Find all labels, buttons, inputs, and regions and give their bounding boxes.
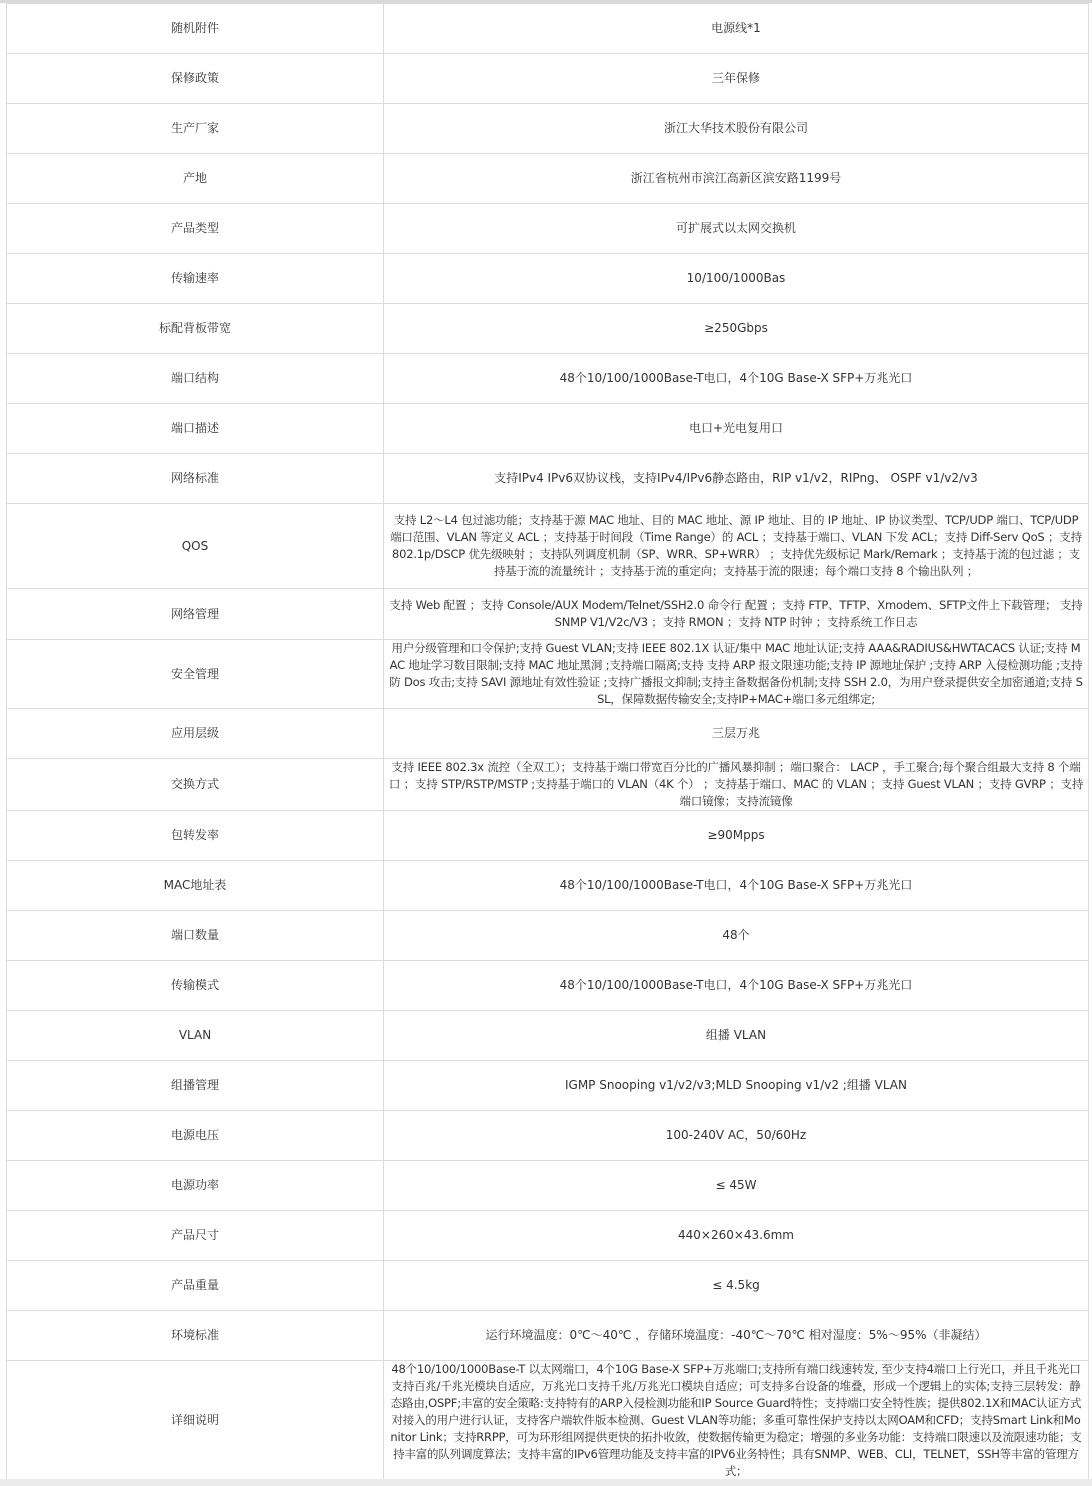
table-row <box>7 1011 1089 1061</box>
table-row <box>7 1311 1089 1361</box>
row-label: VLAN <box>7 1011 384 1061</box>
table-row <box>7 154 1089 204</box>
row-value: ≥90Mpps <box>384 811 1089 861</box>
row-label: 传输速率 <box>7 254 384 304</box>
row-label: MAC地址表 <box>7 861 384 911</box>
row-value: 运行环境温度：0℃～40℃ ，存储环境温度：-40℃～70℃ 相对湿度：5%～95%（非凝结） <box>384 1311 1089 1361</box>
row-value: 支持 Web 配置 ；支持 Console/AUX Modem/Telnet/SSH2.0 命令行 配置 ；支持 FTP、TFTP、Xmodem、SFTP文件上下载管理； 支持 SNMP V1/V2c/V3 ；支持 RMON ；支持 NTP 时钟 ；支持系统工作日志 <box>384 589 1089 640</box>
row-value: 100-240V AC，50/60Hz <box>384 1111 1089 1161</box>
row-label: 组播管理 <box>7 1061 384 1111</box>
row-value: 48个10/100/1000Base-T电口，4个10G Base-X SFP+万兆光口 <box>384 861 1089 911</box>
row-value: 浙江大华技术股份有限公司 <box>384 104 1089 154</box>
row-label: 安全管理 <box>7 640 384 709</box>
row-value: ≤ 45W <box>384 1161 1089 1211</box>
table-row <box>7 54 1089 104</box>
row-label: 环境标准 <box>7 1311 384 1361</box>
table-row <box>7 961 1089 1011</box>
table-row <box>7 1061 1089 1111</box>
row-value: 支持 L2～L4 包过滤功能；支持基于源 MAC 地址、目的 MAC 地址、源 IP 地址、目的 IP 地址、IP 协议类型、TCP/UDP 端口、TCP/UDP 端口范围、VLAN 等定义 ACL ；支持基于时间段（Time Range）的 ACL ；支持基于端口、VLAN 下发 ACL；支持 Diff-Serv QoS ；支持 802.1p/DSCP 优先级映射 ；支持队列调度机制（SP、WRR、SP+WRR） ；支持优先级标记 Mark/Remark ；支持基于流的包过滤 ；支持基于流的流量统计 ；支持基于流的重定向；支持基于流的限速；每个端口支持 8 个输出队列 ； <box>384 504 1089 589</box>
table-row <box>7 759 1089 811</box>
row-label: 端口结构 <box>7 354 384 404</box>
table-row <box>7 1111 1089 1161</box>
row-label: 产品尺寸 <box>7 1211 384 1261</box>
row-label: 生产厂家 <box>7 104 384 154</box>
row-value: 用户分级管理和口令保护;支持 Guest VLAN;支持 IEEE 802.1X 认证/集中 MAC 地址认证;支持 AAA&RADIUS&HWTACACS 认证;支持 MAC 地址学习数目限制;支持 MAC 地址黑洞 ;支持端口隔离;支持 支持 ARP 报文限速功能;支持 IP 源地址保护 ;支持 ARP 入侵检测功能 ;支持防 Dos 攻击;支持 SAVI 源地址有效性验证 ;支持广播报文抑制;支持主备数据备份机制;支持 SSH 2.0，为用户登录提供安全加密通道;支持 SSL，保障数据传输安全;支持IP+MAC+端口多元组绑定; <box>384 640 1089 709</box>
bottom-divider <box>0 1479 1092 1486</box>
row-label: 应用层级 <box>7 709 384 759</box>
row-label: QOS <box>7 504 384 589</box>
table-row <box>7 911 1089 961</box>
row-value: 48个 <box>384 911 1089 961</box>
row-label: 端口数量 <box>7 911 384 961</box>
row-value: 三层万兆 <box>384 709 1089 759</box>
row-value: 支持 IEEE 802.3x 流控（全双工）；支持基于端口带宽百分比的广播风暴抑制 ；端口聚合： LACP ，手工聚合;每个聚合组最大支持 8 个端口 ；支持 STP/RSTP/MSTP ;支持基于端口的 VLAN（4K 个） ；支持基于端口、MAC 的 VLAN ；支持 Guest VLAN ；支持 GVRP ；支持端口镜像；支持流镜像 <box>384 759 1089 811</box>
row-label: 包转发率 <box>7 811 384 861</box>
row-value: ≤ 4.5kg <box>384 1261 1089 1311</box>
row-value: 浙江省杭州市滨江高新区滨安路1199号 <box>384 154 1089 204</box>
row-label: 网络管理 <box>7 589 384 640</box>
table-row <box>7 1361 1089 1481</box>
row-value: 10/100/1000Bas <box>384 254 1089 304</box>
row-label: 产品重量 <box>7 1261 384 1311</box>
table-row <box>7 640 1089 709</box>
row-label: 产地 <box>7 154 384 204</box>
row-value: 可扩展式以太网交换机 <box>384 204 1089 254</box>
row-label: 随机附件 <box>7 4 384 54</box>
row-value: 电口+光电复用口 <box>384 404 1089 454</box>
row-value: 电源线*1 <box>384 4 1089 54</box>
table-row <box>7 454 1089 504</box>
table-row <box>7 1161 1089 1211</box>
row-label: 标配背板带宽 <box>7 304 384 354</box>
row-label: 保修政策 <box>7 54 384 104</box>
spec-table <box>6 3 1089 1481</box>
row-label: 详细说明 <box>7 1361 384 1481</box>
table-row <box>7 811 1089 861</box>
table-row <box>7 304 1089 354</box>
table-row <box>7 1211 1089 1261</box>
table-row <box>7 589 1089 640</box>
row-value: 48个10/100/1000Base-T电口，4个10G Base-X SFP+万兆光口 <box>384 961 1089 1011</box>
row-label: 产品类型 <box>7 204 384 254</box>
table-row <box>7 354 1089 404</box>
table-row <box>7 1261 1089 1311</box>
row-value: 支持IPv4 IPv6双协议栈，支持IPv4/IPv6静态路由，RIP v1/v2，RIPng、 OSPF v1/v2/v3 <box>384 454 1089 504</box>
row-value: 440×260×43.6mm <box>384 1211 1089 1261</box>
row-value: 48个10/100/1000Base-T电口，4个10G Base-X SFP+万兆光口 <box>384 354 1089 404</box>
table-row <box>7 861 1089 911</box>
row-value: ≥250Gbps <box>384 304 1089 354</box>
table-row <box>7 709 1089 759</box>
row-value: 48个10/100/1000Base-T 以太网端口，4个10G Base-X SFP+万兆端口;支持所有端口线速转发, 至少支持4端口上行光口，并且千兆光口支持百兆/千兆光模块自适应，万兆光口支持千兆/万兆光口模块自适应；可支持多台设备的堆叠，形成一个逻辑上的实体;支持三层转发：静态路由,OSPF;丰富的安全策略:支持特有的ARP入侵检测功能和IP Source Guard特性；支持端口安全特性族；提供802.1X和MAC认证方式对接入的用户进行认证，支持客户端软件版本检测、Guest VLAN等功能；多重可靠性保护支持以太网OAM和CFD；支持Smart Link和Monitor Link；支持RRPP，可为环形组网提供更快的拓扑收敛，使数据传输更为稳定；增强的多业务功能：支持端口限速以及流限速功能；支持丰富的队列调度算法；支持丰富的IPv6管理功能及支持丰富的IPV6业务特性；具有SNMP、WEB、CLI，TELNET，SSH等丰富的管理方式； <box>384 1361 1089 1481</box>
table-row <box>7 204 1089 254</box>
row-label: 电源电压 <box>7 1111 384 1161</box>
row-label: 端口描述 <box>7 404 384 454</box>
table-row <box>7 404 1089 454</box>
table-row <box>7 4 1089 54</box>
row-value: IGMP Snooping v1/v2/v3;MLD Snooping v1/v2 ;组播 VLAN <box>384 1061 1089 1111</box>
row-value: 组播 VLAN <box>384 1011 1089 1061</box>
row-value: 三年保修 <box>384 54 1089 104</box>
row-label: 传输模式 <box>7 961 384 1011</box>
row-label: 电源功率 <box>7 1161 384 1211</box>
table-row <box>7 254 1089 304</box>
table-row <box>7 504 1089 589</box>
table-row <box>7 104 1089 154</box>
row-label: 交换方式 <box>7 759 384 811</box>
row-label: 网络标准 <box>7 454 384 504</box>
